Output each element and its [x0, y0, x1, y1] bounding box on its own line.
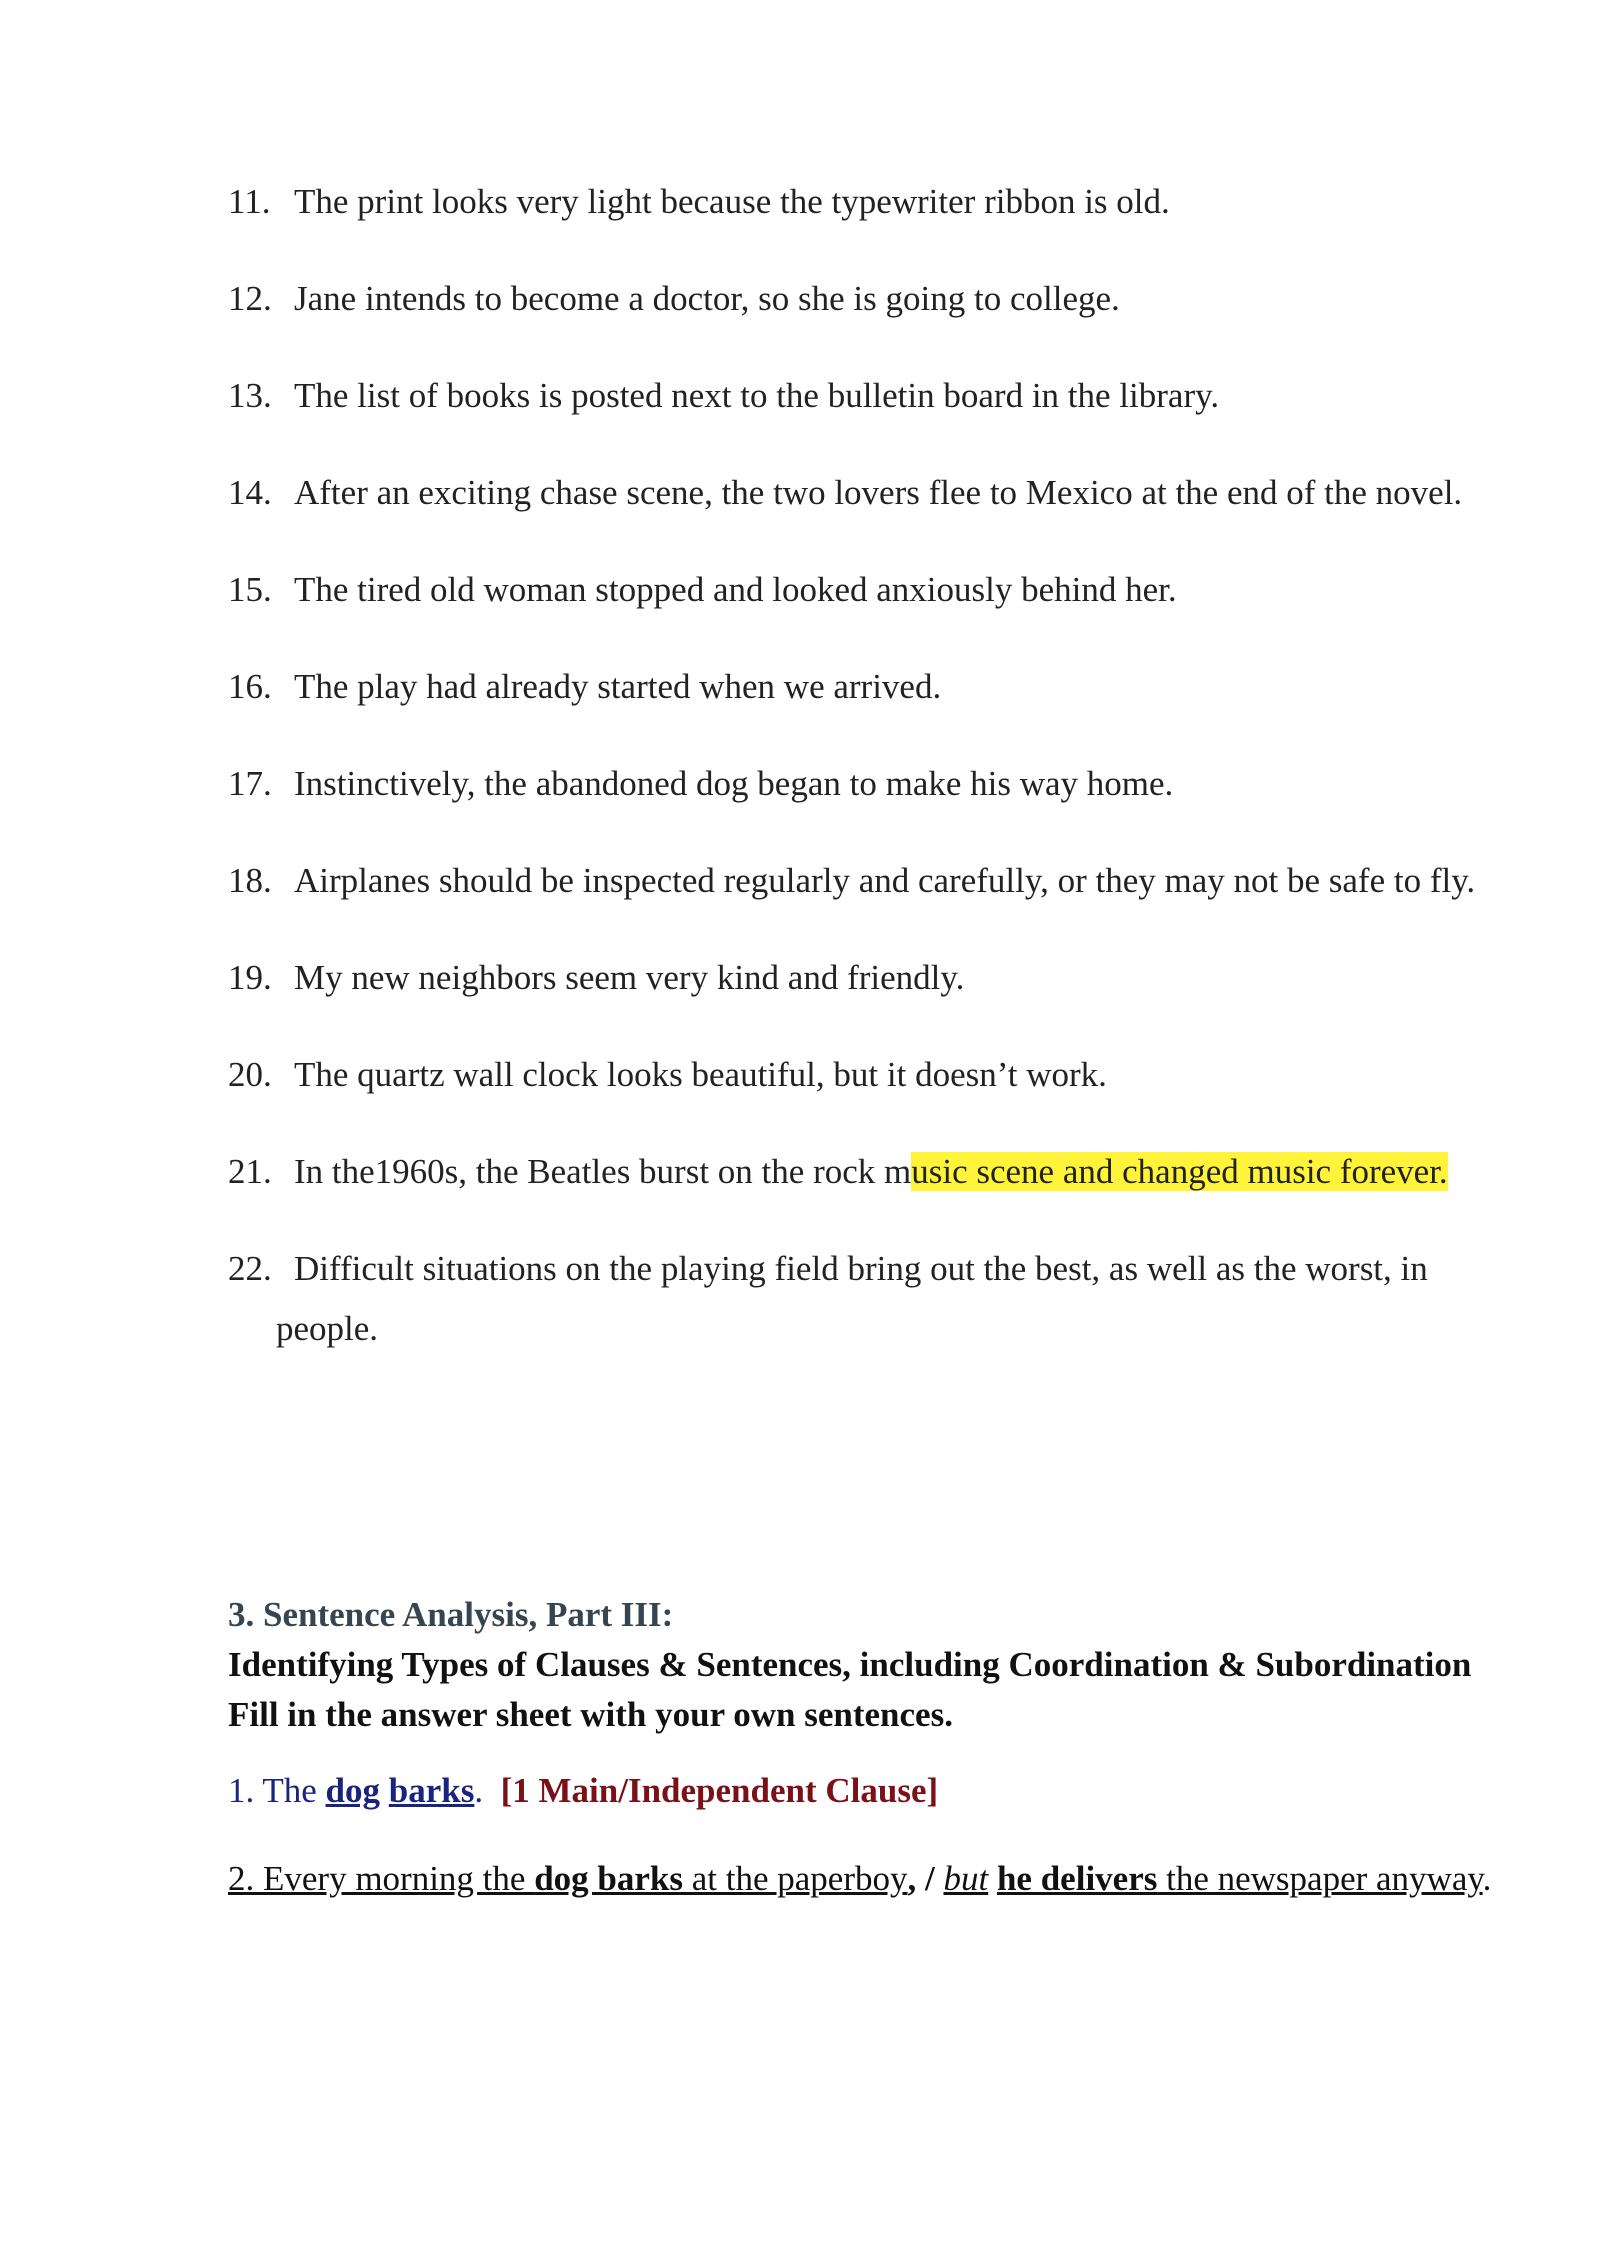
item-text: In the1960s, the Beatles burst on the rock m — [294, 1152, 912, 1191]
example2-subject2: he delivers — [996, 1859, 1158, 1898]
sentence-list — [228, 172, 1488, 1396]
item-text: Difficult situations on the playing field bring out the best, as well as the worst, in people. — [276, 1249, 1428, 1348]
example-sentence-2 — [228, 1854, 1508, 1904]
list-item — [228, 463, 1488, 523]
item-text: Jane intends to become a doctor, so she is going to college. — [294, 279, 1120, 318]
item-number: 22. — [228, 1249, 272, 1288]
item-text: My new neighbors seem very kind and friendly. — [294, 958, 965, 997]
item-number: 20. — [228, 1055, 272, 1094]
example1-prefix: 1. The — [228, 1771, 326, 1810]
item-number: 18. — [228, 861, 272, 900]
highlighted-text: usic scene and changed music forever. — [911, 1152, 1448, 1191]
example1-clause-label: [1 Main/Independent Clause] — [500, 1771, 939, 1810]
list-item — [228, 948, 1488, 1008]
item-number: 21. — [228, 1152, 272, 1191]
example2-separator: , / — [907, 1859, 944, 1898]
list-item — [228, 269, 1488, 329]
example-sentence-1 — [228, 1766, 1508, 1816]
list-item — [228, 1239, 1488, 1359]
item-number: 19. — [228, 958, 272, 997]
example2-part2: at the paperboy — [683, 1859, 908, 1898]
list-item — [228, 1045, 1488, 1105]
item-text: Instinctively, the abandoned dog began to make his way home. — [294, 764, 1174, 803]
list-item — [228, 754, 1488, 814]
section-instruction: Fill in the answer sheet with your own sentences. — [228, 1695, 953, 1734]
section-subtitle: Identifying Types of Clauses & Sentences, including Coordination & Subordination — [228, 1645, 1472, 1684]
item-text: The play had already started when we arrived. — [294, 667, 942, 706]
example2-part1: 2. Every morning the — [228, 1859, 535, 1898]
item-text: The tired old woman stopped and looked anxiously behind her. — [294, 570, 1177, 609]
item-number: 12. — [228, 279, 272, 318]
list-item — [228, 1142, 1488, 1202]
item-number: 16. — [228, 667, 272, 706]
item-number: 11. — [228, 182, 271, 221]
example2-conjunction: but — [943, 1859, 989, 1898]
list-item — [228, 851, 1488, 911]
item-text: Airplanes should be inspected regularly and carefully, or they may not be safe to fly. — [294, 861, 1476, 900]
item-number: 17. — [228, 764, 272, 803]
example2-end: . — [1482, 1859, 1492, 1898]
item-text: The print looks very light because the typewriter ribbon is old. — [294, 182, 1170, 221]
section-title: 3. Sentence Analysis, Part III: — [228, 1595, 674, 1634]
list-item — [228, 172, 1488, 232]
example2-part3: the newspaper anyway — [1157, 1859, 1483, 1898]
item-text: After an exciting chase scene, the two lovers flee to Mexico at the end of the novel. — [294, 473, 1463, 512]
list-item — [228, 560, 1488, 620]
item-text: The quartz wall clock looks beautiful, but it doesn’t work. — [294, 1055, 1107, 1094]
item-text: The list of books is posted next to the bulletin board in the library. — [294, 376, 1220, 415]
example1-subject: dog — [325, 1771, 381, 1810]
item-number: 14. — [228, 473, 272, 512]
item-number: 15. — [228, 570, 272, 609]
example1-period: . — [474, 1771, 484, 1810]
example2-subject1: dog barks — [534, 1859, 683, 1898]
item-number: 13. — [228, 376, 272, 415]
sentence-analysis-section — [228, 1590, 1508, 1904]
list-item — [228, 366, 1488, 426]
example1-verb: barks — [388, 1771, 475, 1810]
list-item — [228, 657, 1488, 717]
